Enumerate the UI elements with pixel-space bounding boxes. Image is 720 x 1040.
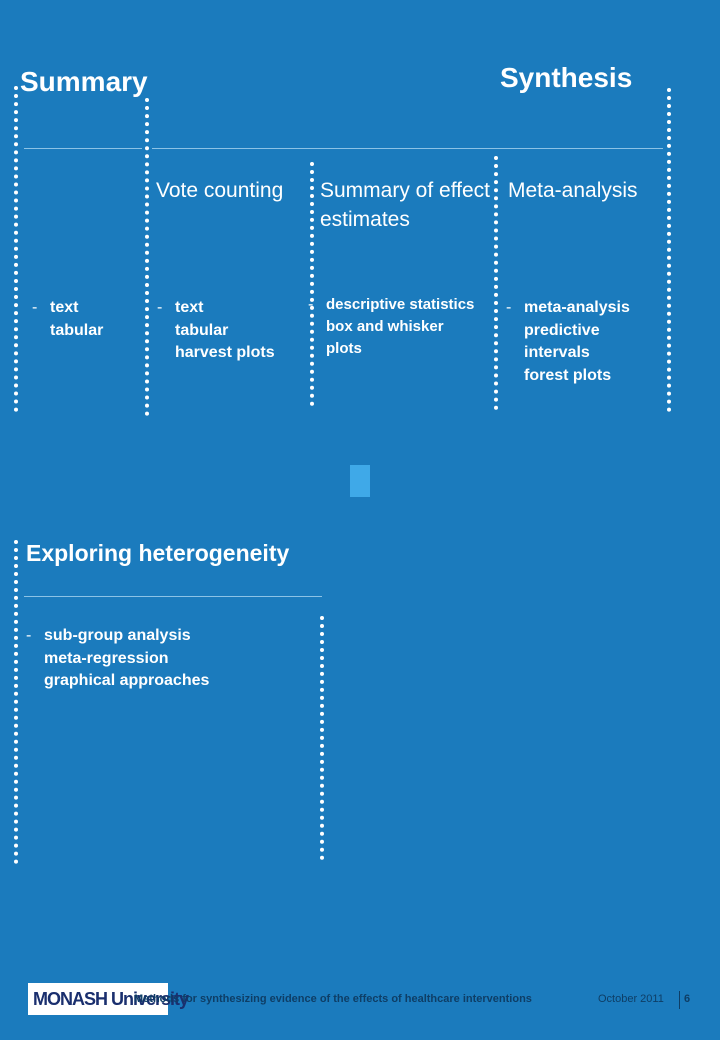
list-item: harvest plots [175,344,275,361]
rule-summary [24,148,142,149]
summary-effect-list [308,294,474,360]
summary-list-dash: - [32,299,38,316]
synthesis-title: Synthesis [500,62,633,93]
meta-analysis-list-dash: - [506,299,512,316]
footer-date: October 2011 [598,993,664,1005]
center-marker [350,465,370,497]
list-item: descriptive statistics [326,296,475,313]
heterogeneity-list-dash: - [26,627,32,644]
summary-list [32,297,103,342]
divider-dotted-5 [667,88,671,412]
footer-title: Methods for synthesizing evidence of the effects of healthcare interventions [134,993,532,1005]
vote-counting-title: Vote counting [156,179,284,202]
divider-dotted-3 [310,162,314,406]
page-number: 6 [684,993,691,1005]
list-item: text [175,299,204,316]
divider-dotted-4 [494,156,498,410]
summary-effect-title-line2: estimates [320,208,410,231]
divider-dotted-1 [14,86,18,412]
meta-analysis-list [506,297,630,387]
heterogeneity-list [26,625,209,693]
footer-separator [679,991,680,1009]
summary-effect-title [320,176,490,234]
list-item: plots [326,340,362,357]
divider-dotted-6 [14,540,18,864]
list-item: meta-analysis [524,299,630,316]
summary-title: Summary [20,66,148,97]
vote-counting-list-dash: - [157,299,163,316]
divider-dotted-7 [320,616,324,860]
heterogeneity-title: Exploring heterogeneity [26,540,290,566]
list-item: forest plots [524,366,612,384]
divider-dotted-2 [145,98,149,416]
rule-synthesis [152,148,663,149]
list-item: tabular [175,321,229,339]
vote-counting-list [157,297,275,365]
list-item: meta-regression [44,649,169,667]
rule-heterogeneity [24,596,322,597]
summary-effect-list-dash: - [308,296,314,313]
list-item: box and whisker [326,318,444,335]
list-item: predictive [524,321,600,339]
list-item: tabular [50,321,104,339]
list-item: graphical approaches [44,672,210,689]
list-item: text [50,299,79,316]
logo-text: MONASH University [33,988,189,1009]
summary-effect-title-line1: Summary of effect [320,179,491,202]
meta-analysis-title: Meta-analysis [508,179,638,202]
list-item: intervals [524,344,590,361]
list-item: sub-group analysis [44,627,191,644]
